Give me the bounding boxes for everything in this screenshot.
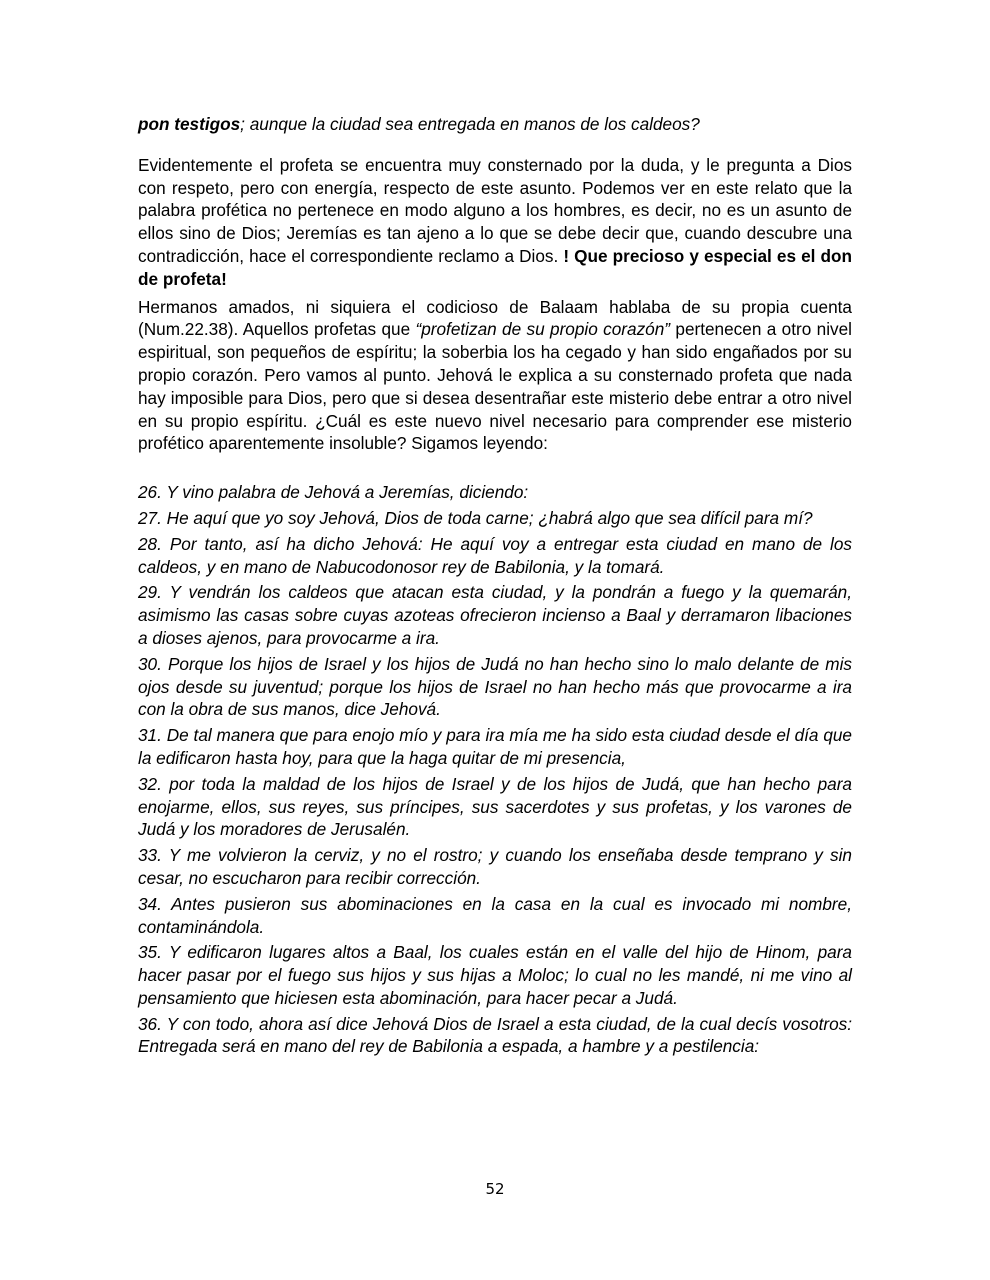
verse-29: 29. Y vendrán los caldeos que atacan esta ciudad, y la pondrán a fuego y la quemarán, asimismo las casas sobre cuyas azoteas ofrecieron incienso a Baal y derramaron libaciones a dioses ajenos, para provocarme a ira.	[138, 582, 852, 648]
paragraph-2	[138, 296, 852, 456]
verse-list	[138, 481, 852, 1058]
verse-27: 27. He aquí que yo soy Jehová, Dios de toda carne; ¿habrá algo que sea difícil para mí?	[138, 507, 813, 528]
continuation-bold: pon testigos	[138, 114, 241, 134]
paragraph-2-after: pertenecen a otro nivel espiritual, son pequeños de espíritu; la soberbia los ha cegado y han sido engañados por su propio corazón. Pero vamos al punto. Jehová le explica a su consternado profeta que nada hay imposible para Dios, pero que si desea desentrañar este misterio debe entrar a otro nivel en su propio espíritu. ¿Cuál es este nuevo nivel necesario para comprender ese misterio profético aparentemente insoluble? Sigamos leyendo:	[138, 319, 852, 454]
continuation-line	[138, 113, 852, 136]
verse-28: 28. Por tanto, así ha dicho Jehová: He aquí voy a entregar esta ciudad en mano de los caldeos, y en mano de Nabucodonosor rey de Babilonia, y la tomará.	[138, 533, 852, 577]
paragraph-2-quote: “profetizan de su propio corazón”	[415, 319, 671, 340]
verse-35: 35. Y edificaron lugares altos a Baal, los cuales están en el valle del hijo de Hinom, para hacer pasar por el fuego sus hijos y sus hijas a Moloc; lo cual no les mandé, ni me vino al pensamiento que hiciesen esta abominación, para hacer pecar a Judá.	[138, 942, 852, 1008]
verse-26: 26. Y vino palabra de Jehová a Jeremías, diciendo:	[138, 482, 529, 503]
verse-34: 34. Antes pusieron sus abominaciones en la casa en la cual es invocado mi nombre, contaminándola.	[138, 893, 852, 937]
paragraph-1	[138, 154, 852, 291]
document-page	[138, 113, 852, 1061]
continuation-rest: ; aunque la ciudad sea entregada en manos de los caldeos?	[240, 114, 700, 134]
verse-31: 31. De tal manera que para enojo mío y para ira mía me ha sido esta ciudad desde el día que la edificaron hasta hoy, para que la haga quitar de mi presencia,	[138, 725, 852, 768]
paragraph-2-before: Hermanos amados, ni siquiera el codicioso de Balaam hablaba de su propia cuenta (Num.22.38). Aquellos profetas que	[138, 296, 852, 340]
verse-32: 32. por toda la maldad de los hijos de Israel y de los hijos de Judá, que han hecho para enojarme, ellos, sus reyes, sus príncipes, sus sacerdotes y sus profetas, y los varones de Judá y los moradores de Jerusalén.	[138, 773, 852, 840]
verse-30: 30. Porque los hijos de Israel y los hijos de Judá no han hecho sino lo malo delante de mis ojos desde su juventud; porque los hijos de Israel no han hecho más que provocarme a ira con la obra de sus manos, dice Jehová.	[138, 653, 852, 720]
verse-33: 33. Y me volvieron la cerviz, y no el rostro; y cuando los enseñaba desde temprano y sin cesar, no escucharon para recibir corrección.	[138, 845, 852, 888]
verse-36: 36. Y con todo, ahora así dice Jehová Dios de Israel a esta ciudad, de la cual decís vosotros: Entregada será en mano del rey de Babilonia a espada, a hambre y a pestilencia:	[138, 1013, 852, 1057]
paragraph-1-bold: ! Que precioso y especial es el don de profeta!	[138, 245, 852, 289]
page-number: 52	[485, 1180, 505, 1198]
paragraph-1-text: Evidentemente el profeta se encuentra muy consternado por la duda, y le pregunta a Dios con respeto, pero con energía, respecto de este asunto. Podemos ver en este relato que la palabra profética no pertenece en modo alguno a los hombres, es decir, no es un asunto de ellos sino de Dios; Jeremías es tan ajeno a lo que se debe decir que, cuando descubre una contradicción, hace el correspondiente reclamo a Dios.	[138, 154, 852, 266]
